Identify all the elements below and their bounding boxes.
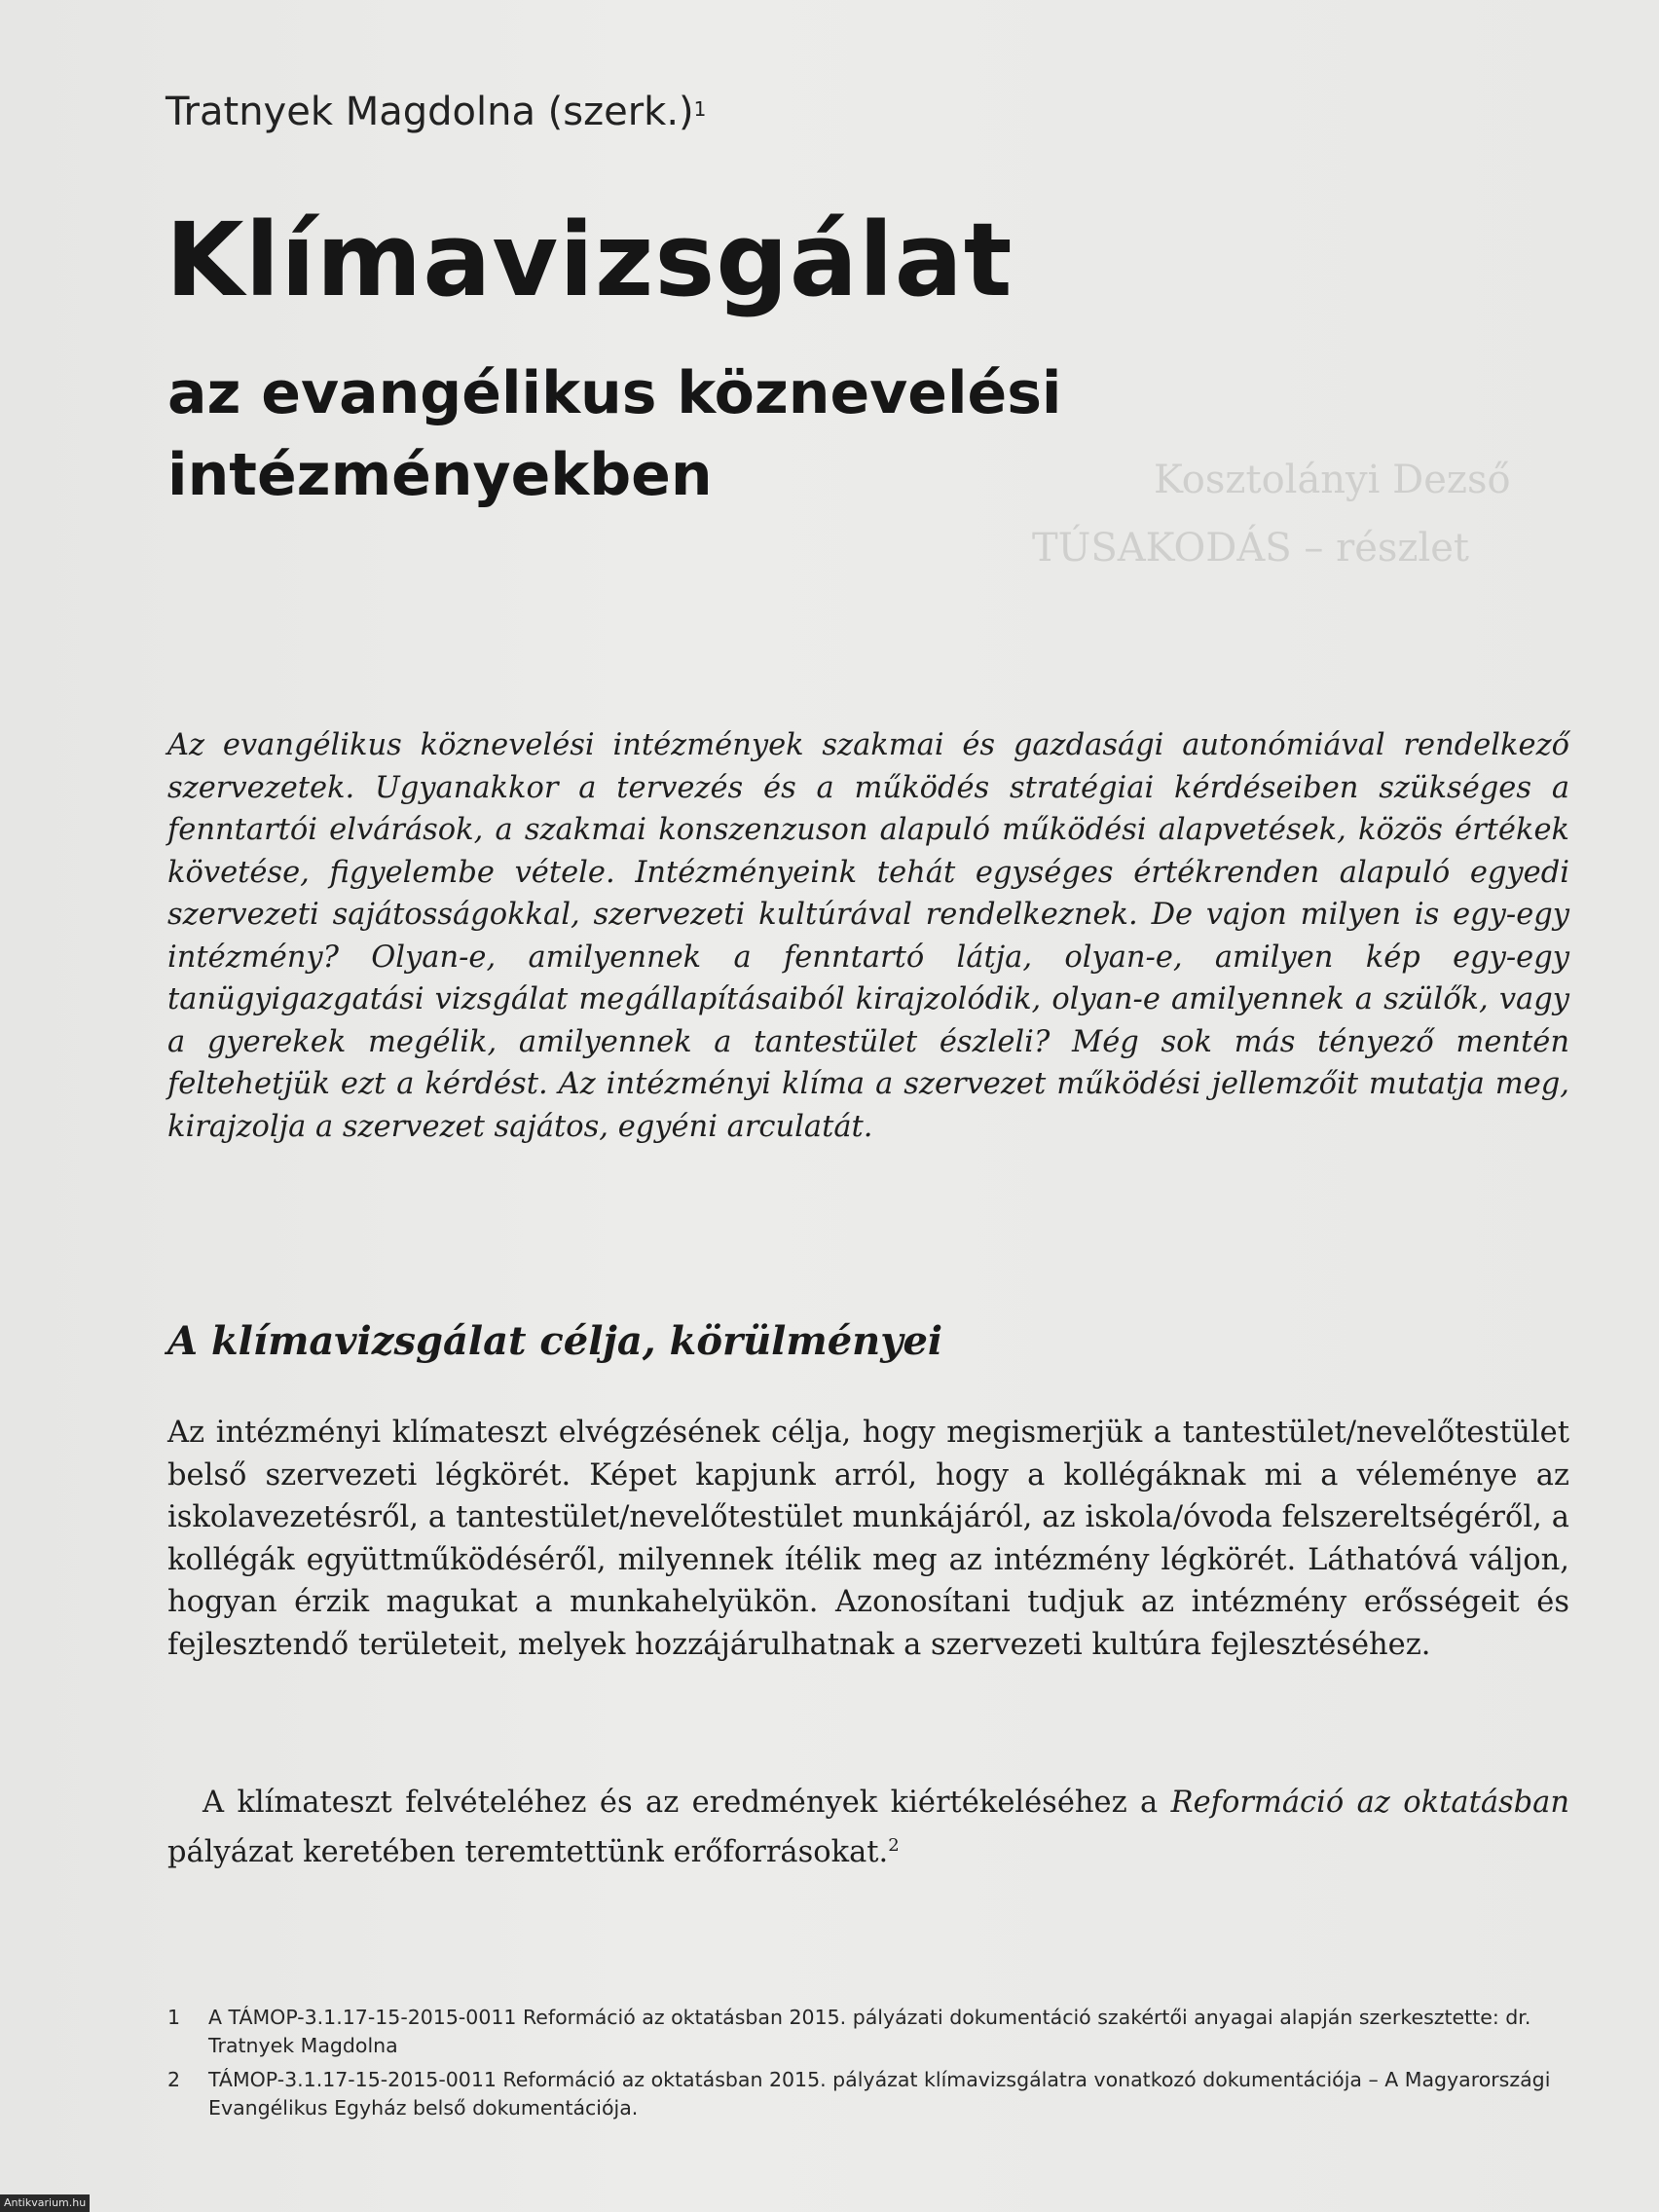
author-line bbox=[166, 90, 706, 134]
footnote-text: TÁMOP-3.1.17-15-2015-0011 Reformáció az oktatásban 2015. pályázat klímavizsgálatra vonatkozó dokumentációja – A Magyarországi Evangélikus Egyház belső dokumentációja. bbox=[208, 2068, 1551, 2120]
footnote-number: 1 bbox=[167, 2006, 181, 2029]
paragraph-text: A klímateszt felvételéhez és az eredmények kiértékeléséhez a bbox=[203, 1786, 1171, 1820]
footnote-number: 2 bbox=[167, 2068, 181, 2091]
page-title: Klímavizsgálat bbox=[166, 201, 1014, 319]
footnote-item bbox=[167, 2066, 1579, 2122]
abstract-paragraph: Az evangélikus köznevelési intézmények szakmai és gazdasági autonómiával rendelkező szervezetek. Ugyanakkor a tervezés és a működés stratégiai kérdéseiben szükséges a fenntartói elvárások, a szakmai konszenzuson alapuló működési alapvetések, közös értékek követése, figyelembe vétele. Intézményeink tehát egységes értékrenden alapuló egyedi szervezeti sajátosságokkal, szervezeti kultúrával rendelkeznek. De vajon milyen is egy-egy intézmény? Olyan-e, amilyennek a fenntartó látja, olyan-e, amilyen kép egy-egy tanügyigazgatási vizsgálat megállapításaiból kirajzolódik, olyan-e amilyennek a szülők, vagy a gyerekek megélik, amilyennek a tantestület észleli? Még sok más tényező mentén feltehetjük ezt a kérdést. Az intézményi klíma a szervezet működési jellemzőit mutatja meg, kirajzolja a szervezet sajátos, egyéni arculatát. bbox=[167, 728, 1569, 1144]
bleed-through-text: Kosztolányi Dezső bbox=[1154, 458, 1511, 502]
body-paragraph-1: Az intézményi klímateszt elvégzésének célja, hogy megismerjük a tantestület/nevelőtestület belső szervezeti légkörét. Képet kapjunk arról, hogy a kollégáknak mi a véleménye az iskolavezetésről, a tantestület/nevelőtestület munkájáról, az iskola/óvoda felszereltségéről, a kollégák együttműködéséről, milyennek ítélik meg az intézmény légkörét. Láthatóvá váljon, hogyan érzik magukat a munkahelyükön. Azonosítani tudjuk az intézmény erősségeit és fejlesztendő területeit, melyek hozzájárulhatnak a szervezeti kultúra fejlesztéséhez. bbox=[167, 1416, 1569, 1662]
footnotes bbox=[167, 2004, 1579, 2128]
footnote-mark: 2 bbox=[888, 1834, 900, 1856]
body-paragraph-2 bbox=[167, 1782, 1569, 1873]
footnote-text: A TÁMOP-3.1.17-15-2015-0011 Reformáció az oktatásban 2015. pályázati dokumentáció szakértői anyagai alapján szerkesztette: dr. Tratnyek Magdolna bbox=[208, 2006, 1531, 2057]
watermark: Antikvarium.hu bbox=[0, 2194, 90, 2212]
author-footnote-mark: 1 bbox=[693, 97, 707, 121]
paragraph-text: pályázat keretében teremtettünk erőforrásokat. bbox=[167, 1834, 889, 1869]
bleed-through-text: TÚSAKODÁS – részlet bbox=[1032, 526, 1470, 571]
project-title-italic: Reformáció az oktatásban bbox=[1170, 1786, 1570, 1820]
author-name: Tratnyek Magdolna (szerk.) bbox=[166, 90, 694, 134]
footnote-item bbox=[167, 2004, 1579, 2060]
page-subtitle: az evangélikus köznevelési intézményekben bbox=[167, 359, 1062, 509]
section-heading: A klímavizsgálat célja, körülményei bbox=[167, 1318, 943, 1364]
